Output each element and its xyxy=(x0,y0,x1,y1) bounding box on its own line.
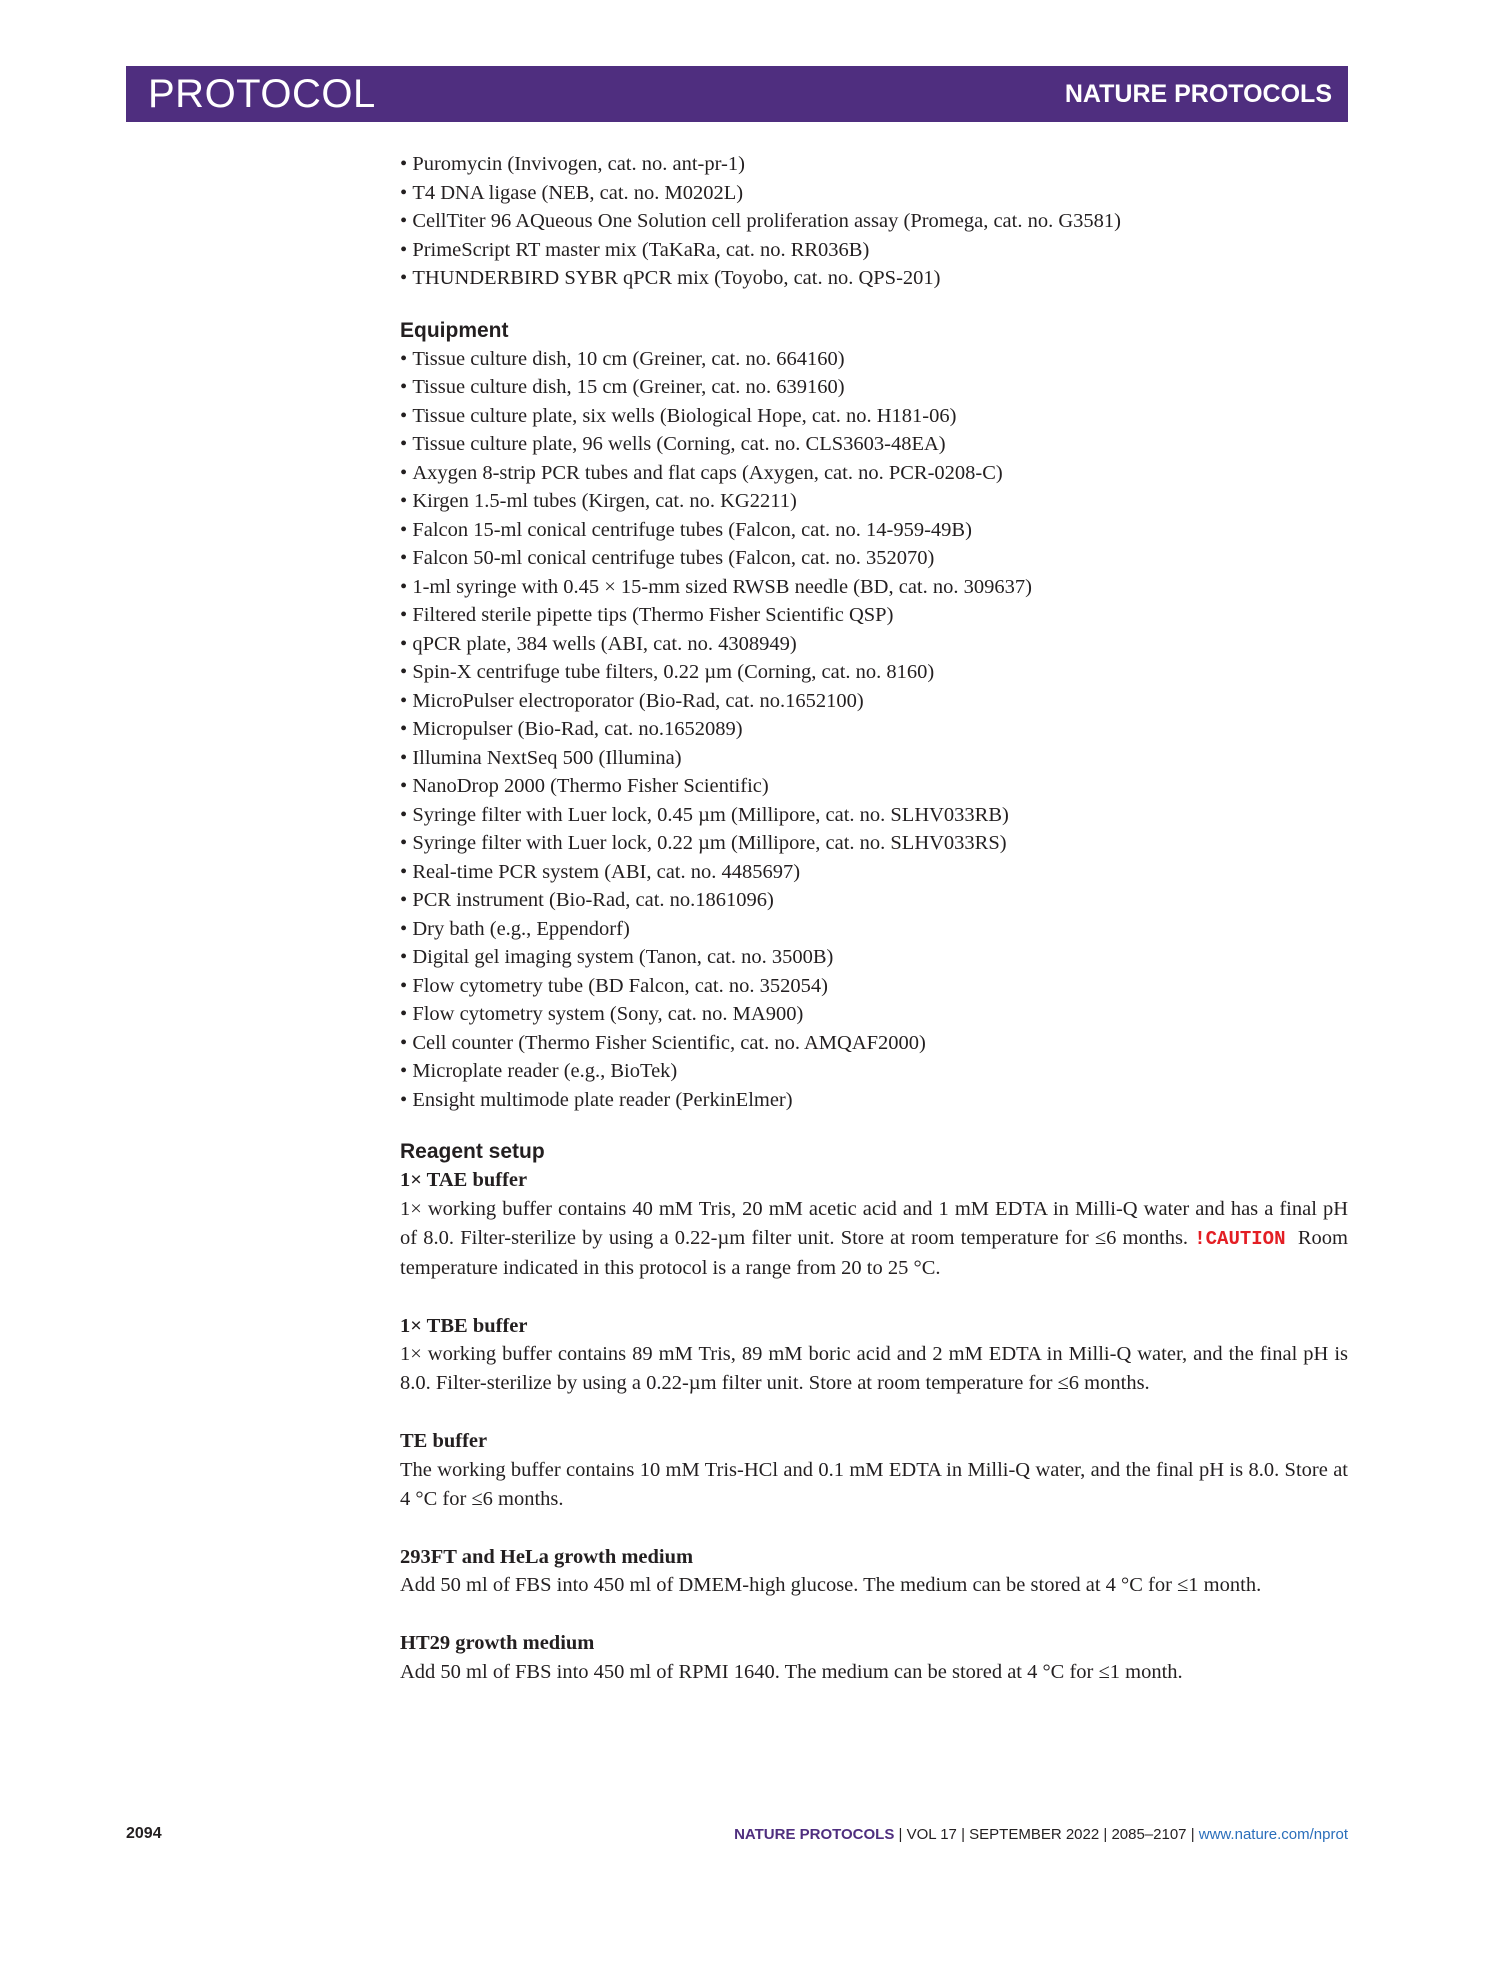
list-item: • T4 DNA ligase (NEB, cat. no. M0202L) xyxy=(400,179,1348,208)
list-item: • Falcon 15-ml conical centrifuge tubes (Falcon, cat. no. 14-959-49B) xyxy=(400,516,1348,545)
list-item: • Kirgen 1.5-ml tubes (Kirgen, cat. no. KG2211) xyxy=(400,487,1348,516)
tbe-buffer-text: 1× working buffer contains 89 mM Tris, 89 mM boric acid and 2 mM EDTA in Milli-Q water, and the final pH is 8.0. Filter-sterilize by using a 0.22-µm filter unit. Store at room temperature for ≤6 months. xyxy=(400,1343,1348,1394)
separator: | xyxy=(956,1826,970,1843)
tae-buffer-text xyxy=(400,1195,1348,1283)
list-item: • Illumina NextSeq 500 (Illumina) xyxy=(400,744,1348,773)
tbe-buffer-title: 1× TBE buffer xyxy=(400,1314,528,1337)
list-item: • Cell counter (Thermo Fisher Scientific, cat. no. AMQAF2000) xyxy=(400,1029,1348,1058)
list-item: • qPCR plate, 384 wells (ABI, cat. no. 4308949) xyxy=(400,630,1348,659)
te-buffer-text: The working buffer contains 10 mM Tris-HCl and 0.1 mM EDTA in Milli-Q water, and the final pH is 8.0. Store at 4 °C for ≤6 months. xyxy=(400,1458,1348,1510)
list-item: • Flow cytometry tube (BD Falcon, cat. no. 352054) xyxy=(400,972,1348,1001)
medium-ht29-text: Add 50 ml of FBS into 450 ml of RPMI 1640. The medium can be stored at 4 °C for ≤1 month. xyxy=(400,1660,1183,1683)
te-buffer-title: TE buffer xyxy=(400,1430,488,1452)
separator: | xyxy=(894,1826,907,1843)
list-item: • Axygen 8-strip PCR tubes and flat caps (Axygen, cat. no. PCR-0208-C) xyxy=(400,459,1348,488)
separator: | xyxy=(1099,1826,1112,1843)
list-item: • Micropulser (Bio-Rad, cat. no.1652089) xyxy=(400,715,1348,744)
list-item: • CellTiter 96 AQueous One Solution cell proliferation assay (Promega, cat. no. G3581) xyxy=(400,207,1348,236)
list-item: • MicroPulser electroporator (Bio-Rad, cat. no.1652100) xyxy=(400,687,1348,716)
list-item: • Tissue culture plate, six wells (Biological Hope, cat. no. H181-06) xyxy=(400,402,1348,431)
page-header-banner xyxy=(126,66,1348,122)
footer-date: SEPTEMBER 2022 xyxy=(969,1826,1100,1843)
reagents-continued-list xyxy=(400,150,1348,293)
separator: | xyxy=(1186,1826,1199,1843)
page-number: 2094 xyxy=(126,1825,162,1842)
list-item: • THUNDERBIRD SYBR qPCR mix (Toyobo, cat. no. QPS-201) xyxy=(400,264,1348,293)
list-item: • PCR instrument (Bio-Rad, cat. no.1861096) xyxy=(400,886,1348,915)
caution-text: Room temperature indicated in this protocol is a range from 20 to 25 °C. xyxy=(400,1226,1348,1279)
tae-buffer-title: 1× TAE buffer xyxy=(400,1169,528,1191)
list-item: • Flow cytometry system (Sony, cat. no. MA900) xyxy=(400,1000,1348,1029)
equipment-heading: Equipment xyxy=(400,318,509,342)
list-item: • Tissue culture dish, 10 cm (Greiner, cat. no. 664160) xyxy=(400,345,1348,374)
footer-pages: 2085–2107 xyxy=(1111,1826,1187,1843)
medium-293ft-title: 293FT and HeLa growth medium xyxy=(400,1545,694,1568)
list-item: • Tissue culture dish, 15 cm (Greiner, cat. no. 639160) xyxy=(400,373,1348,402)
article-type-label: PROTOCOL xyxy=(148,72,376,116)
list-item: • Puromycin (Invivogen, cat. no. ant-pr-1) xyxy=(400,150,1348,179)
list-item: • NanoDrop 2000 (Thermo Fisher Scientific) xyxy=(400,772,1348,801)
list-item: • Real-time PCR system (ABI, cat. no. 4485697) xyxy=(400,858,1348,887)
journal-name-header: NATURE PROTOCOLS xyxy=(1064,80,1332,108)
list-item: • Digital gel imaging system (Tanon, cat. no. 3500B) xyxy=(400,943,1348,972)
list-item: • Syringe filter with Luer lock, 0.45 µm (Millipore, cat. no. SLHV033RB) xyxy=(400,801,1348,830)
list-item: • 1-ml syringe with 0.45 × 15-mm sized RWSB needle (BD, cat. no. 309637) xyxy=(400,573,1348,602)
list-item: • Spin-X centrifuge tube filters, 0.22 µm (Corning, cat. no. 8160) xyxy=(400,658,1348,687)
caution-label: !CAUTION xyxy=(1194,1227,1286,1250)
list-item: • Filtered sterile pipette tips (Thermo Fisher Scientific QSP) xyxy=(400,601,1348,630)
medium-ht29-title: HT29 growth medium xyxy=(400,1632,595,1654)
list-item: • Dry bath (e.g., Eppendorf) xyxy=(400,915,1348,944)
equipment-list xyxy=(400,345,1348,1115)
footer-volume: VOL 17 xyxy=(906,1826,957,1843)
list-item: • Syringe filter with Luer lock, 0.22 µm (Millipore, cat. no. SLHV033RS) xyxy=(400,829,1348,858)
list-item: • Microplate reader (e.g., BioTek) xyxy=(400,1057,1348,1086)
reagent-setup-heading: Reagent setup xyxy=(400,1140,545,1163)
main-content xyxy=(400,150,1348,1687)
list-item: • Tissue culture plate, 96 wells (Corning, cat. no. CLS3603-48EA) xyxy=(400,430,1348,459)
list-item: • Ensight multimode plate reader (PerkinElmer) xyxy=(400,1086,1348,1115)
list-item: • Falcon 50-ml conical centrifuge tubes (Falcon, cat. no. 352070) xyxy=(400,544,1348,573)
footer-url-link[interactable]: www.nature.com/nprot xyxy=(1198,1826,1348,1843)
footer-journal: NATURE PROTOCOLS xyxy=(734,1826,895,1843)
tae-buffer-body: 1× working buffer contains 40 mM Tris, 20 mM acetic acid and 1 mM EDTA in Milli-Q water and has a final pH of 8.0. Filter-sterilize by using a 0.22-µm filter unit. Store at room temperature for ≤6 months. xyxy=(400,1197,1348,1249)
footer-citation xyxy=(734,1826,1348,1843)
list-item: • PrimeScript RT master mix (TaKaRa, cat. no. RR036B) xyxy=(400,236,1348,265)
medium-293ft-text: Add 50 ml of FBS into 450 ml of DMEM-high glucose. The medium can be stored at 4 °C for ≤1 month. xyxy=(400,1574,1262,1596)
